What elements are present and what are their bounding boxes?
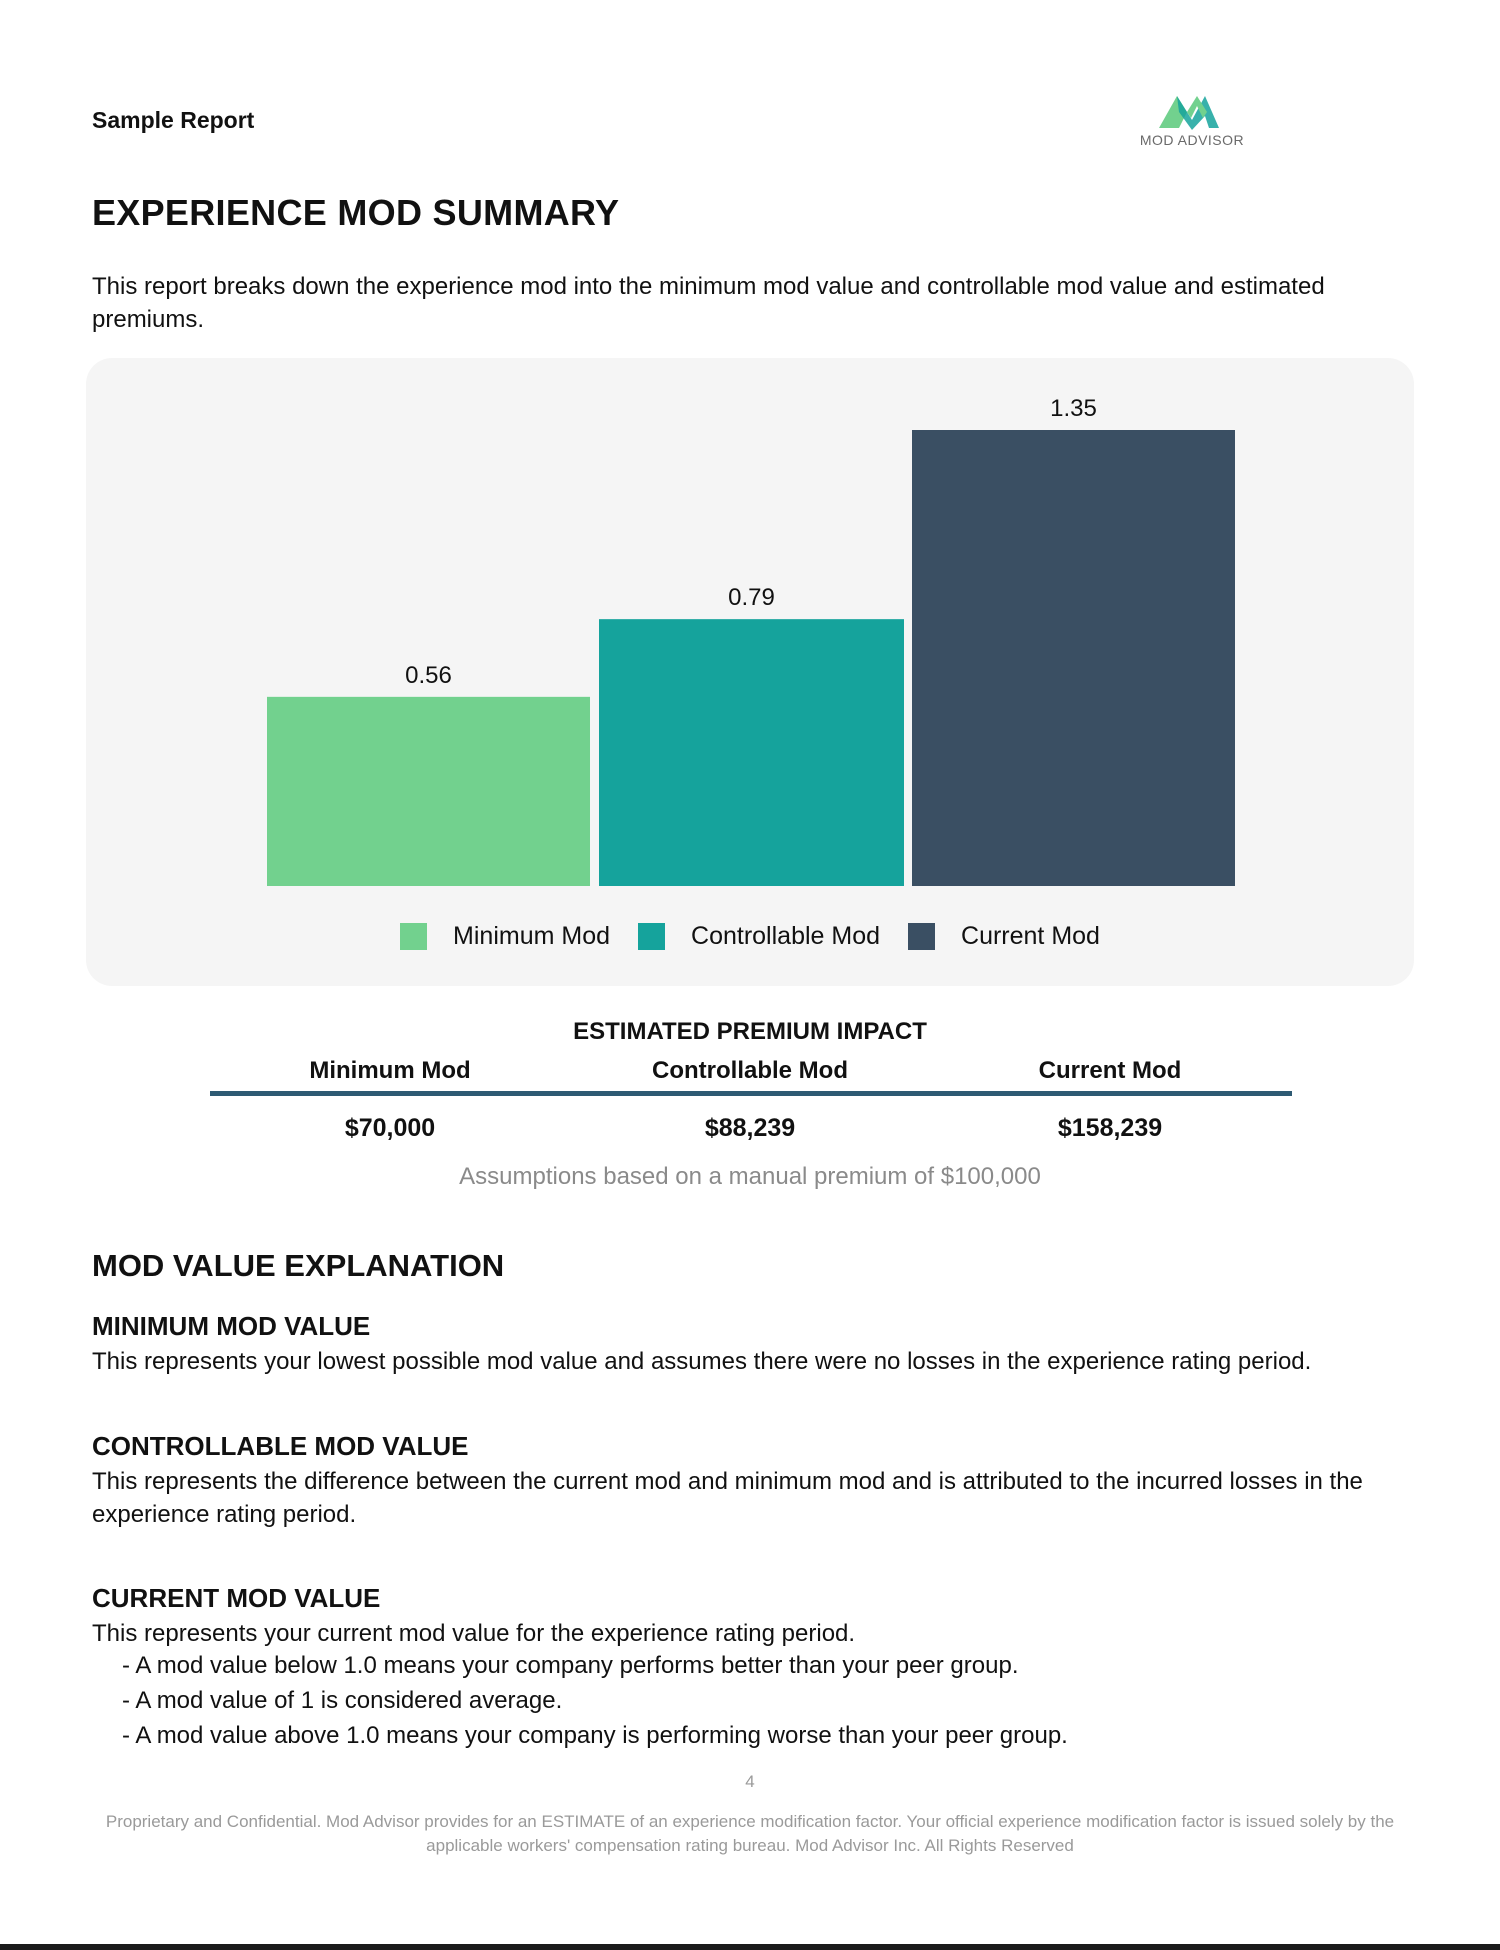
legend-item-controllable-mod [638,922,880,951]
premium-column-controllable-mod: Controllable Mod [652,1057,848,1084]
explanation-title: MOD VALUE EXPLANATION [92,1248,505,1283]
footer-disclaimer: Proprietary and Confidential. Mod Advisor provides for an ESTIMATE of an experience modification factor. Your official experience modification factor is issued solely by the applicable workers' compensation rating bureau. Mod Advisor Inc. All Rights Reserved [105,1812,1395,1855]
minimum-mod-heading: MINIMUM MOD VALUE [92,1311,371,1341]
minimum-mod-description: This represents your lowest possible mod value and assumes there were no losses in the experience rating period. [92,1348,1312,1375]
data-label-current-mod: 1.35 [1050,395,1097,422]
controllable-mod-description: This represents the difference between the current mod and minimum mod and is attributed to the incurred losses in the experience rating period. [92,1468,1363,1528]
page-title: EXPERIENCE MOD SUMMARY [92,192,620,233]
premium-divider [210,1091,1292,1096]
logo-text: MOD ADVISOR [1139,132,1245,148]
legend-label: Current Mod [961,922,1100,950]
bar-current-mod [912,430,1235,886]
data-label-minimum-mod: 0.56 [405,661,452,689]
chart-legend [0,922,1500,951]
current-mod-bullet: - A mod value above 1.0 means your company is performing worse than your peer group. [122,1722,1068,1749]
mod-advisor-logo [1122,90,1262,154]
report-label: Sample Report [92,107,255,133]
legend-swatch-controllable-mod [638,923,665,950]
intro-paragraph: This report breaks down the experience mod into the minimum mod value and controllable mod value and estimated premiums. [92,273,1325,333]
bar-minimum-mod [267,697,590,886]
chart-card [86,358,1414,986]
legend-swatch-minimum-mod [400,923,427,950]
legend-item-current-mod [908,922,1100,951]
page-number: 4 [745,1772,755,1791]
premium-assumption-note: Assumptions based on a manual premium of $100,000 [459,1163,1041,1190]
current-mod-bullet: - A mod value below 1.0 means your company performs better than your peer group. [122,1652,1019,1679]
mod-bar-chart [86,358,1414,986]
current-mod-heading: CURRENT MOD VALUE [92,1583,381,1613]
premium-value-controllable-mod: $88,239 [704,1114,796,1142]
data-label-controllable-mod: 0.79 [728,584,775,612]
legend-label: Controllable Mod [691,922,881,950]
current-mod-bullet: - A mod value of 1 is considered average. [122,1687,563,1714]
premium-value-current-mod: $158,239 [1057,1114,1163,1142]
premium-column-minimum-mod: Minimum Mod [309,1057,471,1084]
bottom-border [0,1944,1500,1950]
premium-value-minimum-mod: $70,000 [344,1114,436,1142]
legend-swatch-current-mod [908,923,935,950]
premium-column-current-mod: Current Mod [1038,1057,1182,1084]
premium-impact-title: ESTIMATED PREMIUM IMPACT [573,1018,927,1045]
legend-item-minimum-mod [400,922,610,951]
current-mod-description: This represents your current mod value for the experience rating period. [92,1620,856,1647]
controllable-mod-heading: CONTROLLABLE MOD VALUE [92,1431,469,1461]
bar-controllable-mod [599,619,904,886]
legend-label: Minimum Mod [453,922,611,950]
mountain-logo-icon [1157,90,1227,130]
